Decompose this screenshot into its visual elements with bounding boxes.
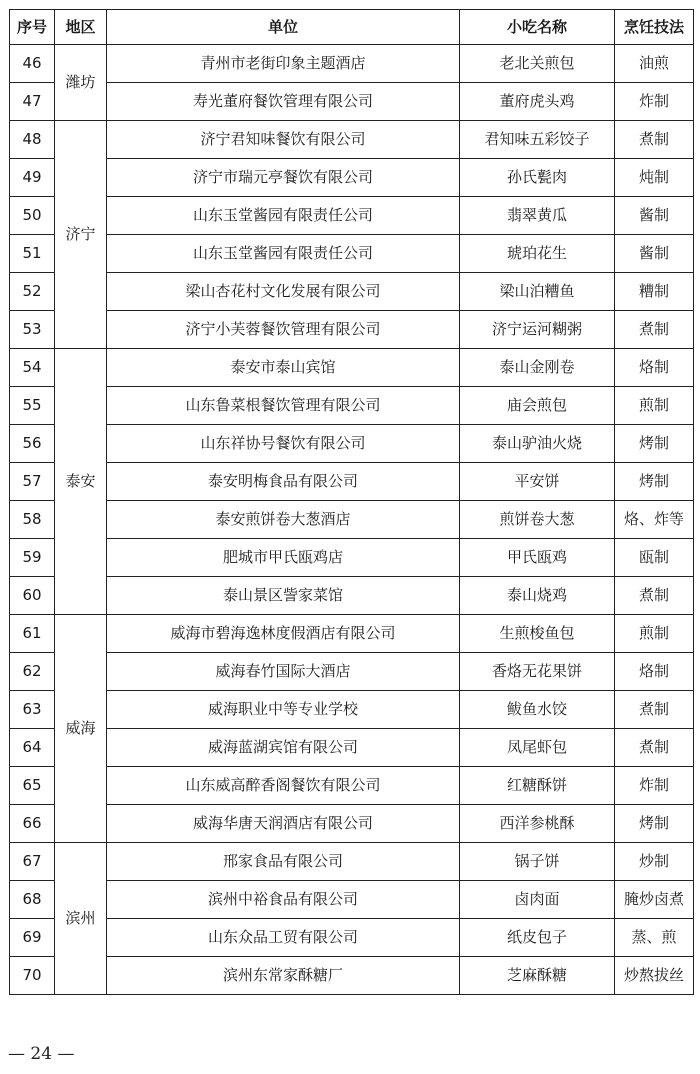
cell-technique: 煎制 (615, 615, 694, 653)
cell-unit: 泰安市泰山宾馆 (107, 349, 460, 387)
cell-snack: 锅子饼 (460, 843, 615, 881)
cell-technique: 炒制 (615, 843, 694, 881)
header-seq: 序号 (10, 10, 55, 45)
table-row (10, 387, 694, 425)
cell-snack: 君知味五彩饺子 (460, 121, 615, 159)
cell-region: 泰安 (55, 349, 107, 615)
cell-unit: 威海职业中等专业学校 (107, 691, 460, 729)
header-snack: 小吃名称 (460, 10, 615, 45)
cell-snack: 梁山泊糟鱼 (460, 273, 615, 311)
cell-technique: 煮制 (615, 729, 694, 767)
cell-unit: 威海市碧海逸林度假酒店有限公司 (107, 615, 460, 653)
cell-unit: 山东威高醉香阁餐饮有限公司 (107, 767, 460, 805)
table-row (10, 273, 694, 311)
table-row (10, 615, 694, 653)
cell-seq: 53 (10, 311, 55, 349)
cell-snack: 红糖酥饼 (460, 767, 615, 805)
cell-unit: 威海华唐天润酒店有限公司 (107, 805, 460, 843)
cell-seq: 46 (10, 45, 55, 83)
cell-seq: 58 (10, 501, 55, 539)
cell-technique: 糟制 (615, 273, 694, 311)
cell-technique: 蒸、煎 (615, 919, 694, 957)
cell-seq: 63 (10, 691, 55, 729)
cell-region: 威海 (55, 615, 107, 843)
cell-region: 潍坊 (55, 45, 107, 121)
cell-unit: 山东鲁菜根餐饮管理有限公司 (107, 387, 460, 425)
header-unit: 单位 (107, 10, 460, 45)
cell-unit: 济宁市瑞元亭餐饮有限公司 (107, 159, 460, 197)
cell-technique: 酱制 (615, 197, 694, 235)
cell-snack: 凤尾虾包 (460, 729, 615, 767)
cell-seq: 64 (10, 729, 55, 767)
table-row (10, 501, 694, 539)
cell-unit: 滨州东常家酥糖厂 (107, 957, 460, 995)
cell-region: 滨州 (55, 843, 107, 995)
cell-technique: 烙、炸等 (615, 501, 694, 539)
cell-seq: 57 (10, 463, 55, 501)
cell-technique: 煮制 (615, 577, 694, 615)
cell-technique: 烤制 (615, 805, 694, 843)
cell-snack: 卤肉面 (460, 881, 615, 919)
table-row (10, 805, 694, 843)
table-row (10, 767, 694, 805)
cell-region: 济宁 (55, 121, 107, 349)
cell-technique: 煮制 (615, 691, 694, 729)
cell-unit: 青州市老街印象主题酒店 (107, 45, 460, 83)
cell-seq: 50 (10, 197, 55, 235)
cell-seq: 68 (10, 881, 55, 919)
cell-seq: 48 (10, 121, 55, 159)
cell-technique: 烤制 (615, 425, 694, 463)
table-row (10, 729, 694, 767)
cell-seq: 70 (10, 957, 55, 995)
cell-snack: 董府虎头鸡 (460, 83, 615, 121)
cell-technique: 炖制 (615, 159, 694, 197)
snack-table (9, 9, 694, 995)
cell-technique: 炒熬拔丝 (615, 957, 694, 995)
cell-technique: 烙制 (615, 653, 694, 691)
table-row (10, 577, 694, 615)
cell-snack: 煎饼卷大葱 (460, 501, 615, 539)
cell-unit: 滨州中裕食品有限公司 (107, 881, 460, 919)
cell-technique: 炸制 (615, 767, 694, 805)
cell-technique: 烤制 (615, 463, 694, 501)
table-row (10, 957, 694, 995)
table-row (10, 235, 694, 273)
cell-snack: 纸皮包子 (460, 919, 615, 957)
cell-seq: 56 (10, 425, 55, 463)
table-row (10, 159, 694, 197)
cell-seq: 51 (10, 235, 55, 273)
table-row (10, 425, 694, 463)
header-technique: 烹饪技法 (615, 10, 694, 45)
cell-seq: 54 (10, 349, 55, 387)
cell-technique: 煎制 (615, 387, 694, 425)
cell-unit: 山东祥协号餐饮有限公司 (107, 425, 460, 463)
table-row (10, 349, 694, 387)
cell-snack: 西洋参桃酥 (460, 805, 615, 843)
cell-technique: 炸制 (615, 83, 694, 121)
cell-seq: 69 (10, 919, 55, 957)
cell-technique: 油煎 (615, 45, 694, 83)
cell-unit: 威海蓝湖宾馆有限公司 (107, 729, 460, 767)
cell-technique: 酱制 (615, 235, 694, 273)
cell-seq: 65 (10, 767, 55, 805)
table-row (10, 197, 694, 235)
table-row (10, 881, 694, 919)
table-row (10, 45, 694, 83)
cell-unit: 泰安煎饼卷大葱酒店 (107, 501, 460, 539)
table-row (10, 653, 694, 691)
cell-unit: 肥城市甲氏瓯鸡店 (107, 539, 460, 577)
cell-seq: 47 (10, 83, 55, 121)
cell-unit: 邢家食品有限公司 (107, 843, 460, 881)
table-body (10, 45, 694, 995)
cell-technique: 瓯制 (615, 539, 694, 577)
table-row (10, 463, 694, 501)
cell-unit: 山东玉堂酱园有限责任公司 (107, 197, 460, 235)
cell-snack: 庙会煎包 (460, 387, 615, 425)
cell-snack: 平安饼 (460, 463, 615, 501)
cell-snack: 泰山驴油火烧 (460, 425, 615, 463)
cell-seq: 62 (10, 653, 55, 691)
cell-snack: 泰山烧鸡 (460, 577, 615, 615)
cell-snack: 香烙无花果饼 (460, 653, 615, 691)
cell-snack: 老北关煎包 (460, 45, 615, 83)
cell-seq: 60 (10, 577, 55, 615)
cell-seq: 52 (10, 273, 55, 311)
cell-technique: 煮制 (615, 121, 694, 159)
cell-snack: 琥珀花生 (460, 235, 615, 273)
table-row (10, 539, 694, 577)
cell-snack: 翡翠黄瓜 (460, 197, 615, 235)
cell-unit: 寿光董府餐饮管理有限公司 (107, 83, 460, 121)
table-row (10, 311, 694, 349)
cell-unit: 梁山杏花村文化发展有限公司 (107, 273, 460, 311)
table-row (10, 121, 694, 159)
cell-snack: 孙氏甏肉 (460, 159, 615, 197)
cell-seq: 61 (10, 615, 55, 653)
cell-snack: 甲氏瓯鸡 (460, 539, 615, 577)
cell-seq: 59 (10, 539, 55, 577)
cell-unit: 济宁小芙蓉餐饮管理有限公司 (107, 311, 460, 349)
cell-technique: 腌炒卤煮 (615, 881, 694, 919)
cell-unit: 山东玉堂酱园有限责任公司 (107, 235, 460, 273)
cell-snack: 泰山金刚卷 (460, 349, 615, 387)
cell-seq: 66 (10, 805, 55, 843)
cell-seq: 49 (10, 159, 55, 197)
table-row (10, 843, 694, 881)
cell-snack: 芝麻酥糖 (460, 957, 615, 995)
page-number: — 24 — (8, 1044, 75, 1064)
table-row (10, 691, 694, 729)
cell-technique: 烙制 (615, 349, 694, 387)
cell-snack: 生煎梭鱼包 (460, 615, 615, 653)
cell-unit: 济宁君知味餐饮有限公司 (107, 121, 460, 159)
cell-snack: 鲅鱼水饺 (460, 691, 615, 729)
cell-technique: 煮制 (615, 311, 694, 349)
cell-unit: 泰安明梅食品有限公司 (107, 463, 460, 501)
cell-snack: 济宁运河糊粥 (460, 311, 615, 349)
cell-unit: 威海春竹国际大酒店 (107, 653, 460, 691)
cell-unit: 山东众品工贸有限公司 (107, 919, 460, 957)
table-header-row (10, 10, 694, 45)
cell-unit: 泰山景区訾家菜馆 (107, 577, 460, 615)
cell-seq: 55 (10, 387, 55, 425)
cell-seq: 67 (10, 843, 55, 881)
header-region: 地区 (55, 10, 107, 45)
table-row (10, 919, 694, 957)
table-row (10, 83, 694, 121)
